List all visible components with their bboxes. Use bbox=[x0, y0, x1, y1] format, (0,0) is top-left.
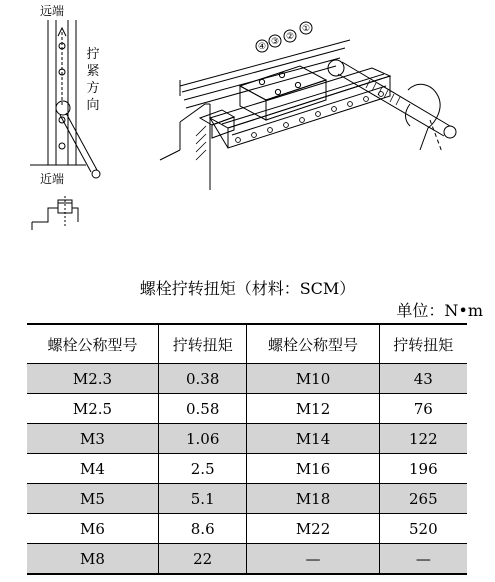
order-mark-4: ④ bbox=[257, 42, 267, 52]
table-cell: 265 bbox=[379, 484, 467, 514]
table-row bbox=[27, 394, 467, 424]
order-mark-2: ② bbox=[285, 32, 295, 42]
table-cell: 43 bbox=[379, 364, 467, 394]
table-cell: M18 bbox=[247, 484, 379, 514]
order-mark-3: ③ bbox=[270, 37, 280, 47]
table-row bbox=[27, 454, 467, 484]
table-cell: 22 bbox=[158, 544, 247, 575]
table-cell: M22 bbox=[247, 514, 379, 544]
table-cell: M10 bbox=[247, 364, 379, 394]
table-cell: M16 bbox=[247, 454, 379, 484]
table-cell: 1.06 bbox=[158, 424, 247, 454]
far-end-label: 远端 bbox=[40, 4, 65, 18]
order-mark-1: ① bbox=[301, 24, 311, 34]
header-torque-2: 拧转扭矩 bbox=[379, 324, 467, 364]
table-cell: — bbox=[247, 544, 379, 575]
table-header-row bbox=[27, 324, 467, 364]
table-cell: — bbox=[379, 544, 467, 575]
table-cell: M2.5 bbox=[27, 394, 158, 424]
table-cell: 0.38 bbox=[158, 364, 247, 394]
table-caption: 螺栓拧转扭矩（材料：SCM） bbox=[139, 279, 356, 298]
table-row bbox=[27, 484, 467, 514]
unit-label: 单位：N•m bbox=[396, 301, 483, 320]
table-cell: M3 bbox=[27, 424, 158, 454]
table-cell: 520 bbox=[379, 514, 467, 544]
header-bolt-size-1: 螺栓公称型号 bbox=[27, 324, 158, 364]
tightening-illustration bbox=[0, 0, 495, 260]
table-cell: M14 bbox=[247, 424, 379, 454]
direction-label: 拧紧方向 bbox=[86, 47, 100, 113]
tightening-figure bbox=[0, 0, 495, 260]
table-cell: 0.58 bbox=[158, 394, 247, 424]
table-cell: M5 bbox=[27, 484, 158, 514]
table-cell: M4 bbox=[27, 454, 158, 484]
table-row bbox=[27, 424, 467, 454]
table-cell: M12 bbox=[247, 394, 379, 424]
table-cell: 76 bbox=[379, 394, 467, 424]
near-end-label: 近端 bbox=[40, 172, 65, 186]
table-cell: 5.1 bbox=[158, 484, 247, 514]
header-bolt-size-2: 螺栓公称型号 bbox=[247, 324, 379, 364]
table-cell: M6 bbox=[27, 514, 158, 544]
table-cell: M2.3 bbox=[27, 364, 158, 394]
table-row bbox=[27, 364, 467, 394]
header-torque-1: 拧转扭矩 bbox=[158, 324, 247, 364]
table-row bbox=[27, 514, 467, 544]
table-cell: 122 bbox=[379, 424, 467, 454]
table-row bbox=[27, 544, 467, 575]
table-cell: 2.5 bbox=[158, 454, 247, 484]
table-cell: M8 bbox=[27, 544, 158, 575]
table-cell: 196 bbox=[379, 454, 467, 484]
torque-table bbox=[27, 323, 467, 575]
table-cell: 8.6 bbox=[158, 514, 247, 544]
